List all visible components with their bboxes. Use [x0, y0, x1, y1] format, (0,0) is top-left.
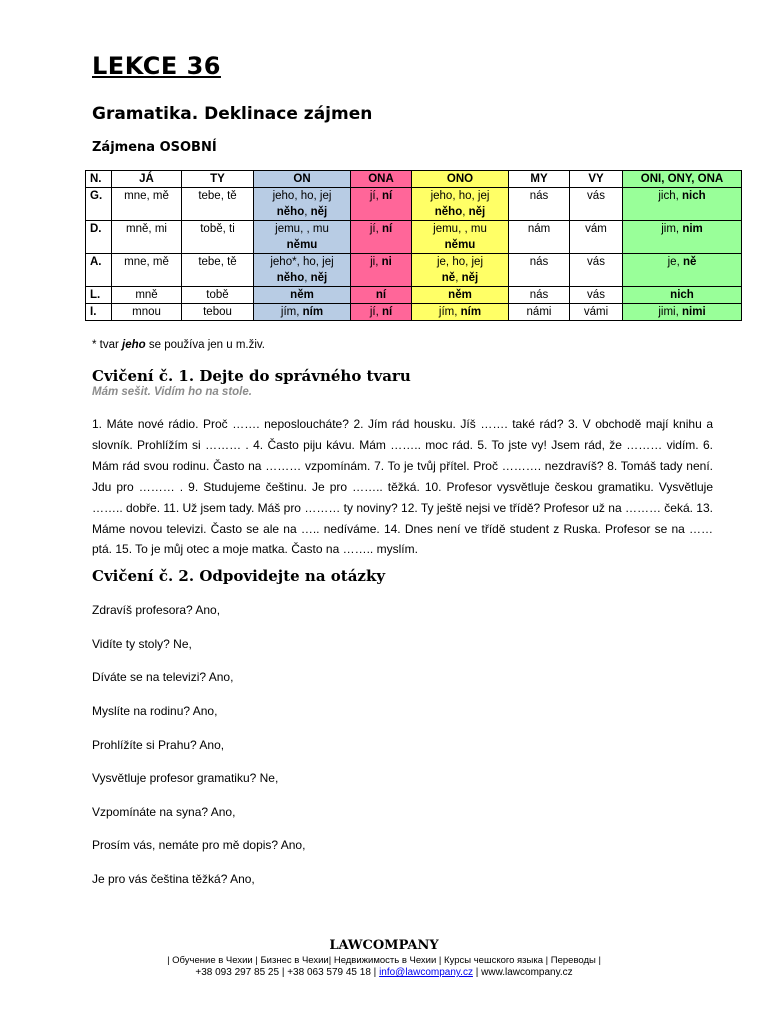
header-cell-on: ON [254, 171, 351, 188]
footer-services: | Обучение в Чехии | Бизнес в Чехии| Недвижимость в Чехии | Курсы чешского языка | Переводы | [167, 955, 601, 966]
cell-line: vás [587, 190, 605, 202]
cell-line: jí, ní [369, 190, 393, 202]
table-cell-my [509, 287, 570, 304]
table-cell-on [254, 287, 351, 304]
cell-line: vás [587, 256, 605, 268]
exercise1-example: Mám sešit. Vidím ho na stole. [92, 386, 252, 398]
cell-line: ní [375, 289, 387, 301]
table-row [86, 254, 742, 287]
cell-line: námi [526, 306, 552, 318]
cell-line: vás [587, 289, 605, 301]
cell-line: jeho*, ho, jej [270, 256, 334, 268]
table-cell-ono [412, 188, 509, 221]
table-cell-ja [112, 287, 182, 304]
cell-line: jím, ním [280, 306, 324, 318]
table-cell-ona [351, 287, 412, 304]
exercise2-heading: Cvičení č. 2. Odpovidejte na otázky [92, 567, 386, 585]
table-cell-my [509, 188, 570, 221]
case-label: G. [86, 188, 112, 221]
exercise1-text [92, 414, 713, 560]
table-cell-oni [623, 254, 742, 287]
question-7: Vzpomínáte na syna? Ano, [92, 805, 236, 819]
table-cell-oni [623, 304, 742, 321]
case-label: L. [86, 287, 112, 304]
cell-line: je, ho, jej [436, 256, 484, 268]
header-cell-ona: ONA [351, 171, 412, 188]
table-cell-ja [112, 221, 182, 254]
table-cell-my [509, 221, 570, 254]
cell-line: nás [529, 289, 549, 301]
question-3: Díváte se na televizi? Ano, [92, 670, 234, 684]
table-cell-my [509, 304, 570, 321]
cell-line: nás [529, 190, 549, 202]
cell-line: jeho, ho, jej [272, 190, 332, 202]
table-cell-ono [412, 254, 509, 287]
cell-line: jim, nim [661, 223, 703, 235]
cell-line: tobě, ti [200, 223, 235, 235]
header-cell-ty: TY [182, 171, 254, 188]
header-cell-vy: VY [570, 171, 623, 188]
header-cell-case: N. [86, 171, 112, 188]
question-1: Zdravíš profesora? Ano, [92, 603, 221, 617]
cell-line: ji, ni [370, 256, 392, 268]
cell-line: jich, nich [658, 190, 706, 202]
table-cell-ty [182, 304, 254, 321]
question-2: Vidíte ty stoly? Ne, [92, 637, 192, 651]
header-cell-my: MY [509, 171, 570, 188]
question-5: Prohlížíte si Prahu? Ano, [92, 738, 225, 752]
cell-line: tebou [203, 306, 232, 318]
cell-line: něho, něj [434, 206, 486, 218]
exercise1-heading: Cvičení č. 1. Dejte do správného tvaru [92, 367, 411, 385]
footnote: * tvar jeho se používa jen u m.živ. [92, 339, 265, 351]
table-cell-my [509, 254, 570, 287]
table-cell-ty [182, 287, 254, 304]
cell-line: mne, mě [124, 256, 169, 268]
table-cell-oni [623, 188, 742, 221]
table-cell-on [254, 188, 351, 221]
cell-line: jí, ní [369, 223, 393, 235]
footer-email-link[interactable]: info@lawcompany.cz [379, 967, 473, 978]
table-cell-ono [412, 304, 509, 321]
cell-line: mně, mi [126, 223, 167, 235]
case-label: A. [86, 254, 112, 287]
table-cell-on [254, 221, 351, 254]
cell-line: něm [290, 289, 314, 301]
exercise1-paragraph: 1. Máte nové rádio. Proč ……. neposloucháte? 2. Jím rád housku. Jíš ……. také rád? 3. V obchodě mají knihu a slovník. Prohlížím si ……… . 4. Často piju kávu. Mám …….. moc rád. 5. To jste vy! Jsem rád, že ……… vidím. 6. Mám rád svou rodinu. Často na ……… vzpomínám. 7. To je tvůj přítel. Proč ………. nezdravíš? 8. Tomáš tady není. Jdu pro ……… . 9. Studujeme češtinu. Je pro …….. těžká. 10. Profesor vysvětluje českou gramatiku. Vysvětluje …….. dobře. 11. Už jsem tady. Máš pro ……… ty noviny? 12. Ty ještě nejsi ve třídě? Profesor už na ……… čeká. 13. Máme novou televizi. Často se ale na ….. nedíváme. 14. Dnes není ve třídě student z Ruska. Profesor se na …… ptá. 15. To je můj otec a moje matka. Často na …….. myslím. [92, 417, 713, 557]
table-cell-ja [112, 188, 182, 221]
cell-line: je, ně [667, 256, 697, 268]
cell-line: jí, ní [369, 306, 393, 318]
declension-table [85, 170, 742, 321]
header-cell-ja: JÁ [112, 171, 182, 188]
question-4: Myslíte na rodinu? Ano, [92, 704, 218, 718]
table-cell-vy [570, 254, 623, 287]
cell-line: nám [527, 223, 551, 235]
table-cell-ty [182, 188, 254, 221]
cell-line: němu [286, 239, 318, 251]
table-cell-ty [182, 221, 254, 254]
cell-line: jemu, , mu [433, 223, 487, 235]
table-row [86, 221, 742, 254]
cell-line: jeho, ho, jej [430, 190, 490, 202]
table-cell-ja [112, 304, 182, 321]
table-cell-ono [412, 287, 509, 304]
question-6: Vysvětluje profesor gramatiku? Ne, [92, 771, 279, 785]
question-9: Je pro vás čeština těžká? Ano, [92, 872, 255, 886]
cell-line: něho, něj [276, 206, 328, 218]
question-8: Prosím vás, nemáte pro mě dopis? Ano, [92, 838, 306, 852]
case-label: I. [86, 304, 112, 321]
table-cell-oni [623, 221, 742, 254]
table-cell-ty [182, 254, 254, 287]
footer-brand: LAWCOMPANY [329, 938, 439, 953]
cell-line: mnou [132, 306, 161, 318]
lesson-title: LEKCE 36 [92, 52, 221, 80]
table-row [86, 304, 742, 321]
cell-line: mne, mě [124, 190, 169, 202]
table-cell-on [254, 304, 351, 321]
cell-line: mně [135, 289, 158, 301]
case-label: D. [86, 221, 112, 254]
cell-line: němu [444, 239, 476, 251]
footer [0, 938, 768, 978]
table-row [86, 287, 742, 304]
table-cell-ja [112, 254, 182, 287]
table-cell-ona [351, 304, 412, 321]
cell-line: něm [448, 289, 472, 301]
cell-line: jimi, nimi [658, 306, 706, 318]
cell-line: jím, ním [438, 306, 482, 318]
cell-line: vám [585, 223, 607, 235]
table-cell-vy [570, 304, 623, 321]
table-cell-ono [412, 221, 509, 254]
table-cell-vy [570, 287, 623, 304]
table-header-row [86, 171, 742, 188]
table-cell-on [254, 254, 351, 287]
table-row [86, 188, 742, 221]
cell-line: vámi [583, 306, 609, 318]
table-cell-ona [351, 221, 412, 254]
cell-line: tobě [206, 289, 229, 301]
cell-line: ně, něj [441, 272, 479, 284]
cell-line: nich [670, 289, 694, 301]
cell-line: jemu, , mu [275, 223, 329, 235]
table-cell-vy [570, 221, 623, 254]
table-cell-ona [351, 188, 412, 221]
pronoun-heading: Zájmena OSOBNÍ [92, 140, 217, 155]
footer-website: | www.lawcompany.cz [475, 967, 573, 978]
table-cell-ona [351, 254, 412, 287]
table-cell-oni [623, 287, 742, 304]
cell-line: nás [529, 256, 549, 268]
header-cell-ono: ONO [412, 171, 509, 188]
table-cell-vy [570, 188, 623, 221]
cell-line: tebe, tě [198, 256, 237, 268]
header-cell-oni: ONI, ONY, ONA [623, 171, 742, 188]
footer-contacts [0, 967, 768, 978]
grammar-heading: Gramatika. Deklinace zájmen [92, 104, 373, 124]
footer-phones: +38 093 297 85 25 | +38 063 579 45 18 | [195, 967, 377, 978]
cell-line: tebe, tě [198, 190, 237, 202]
cell-line: něho, něj [276, 272, 328, 284]
